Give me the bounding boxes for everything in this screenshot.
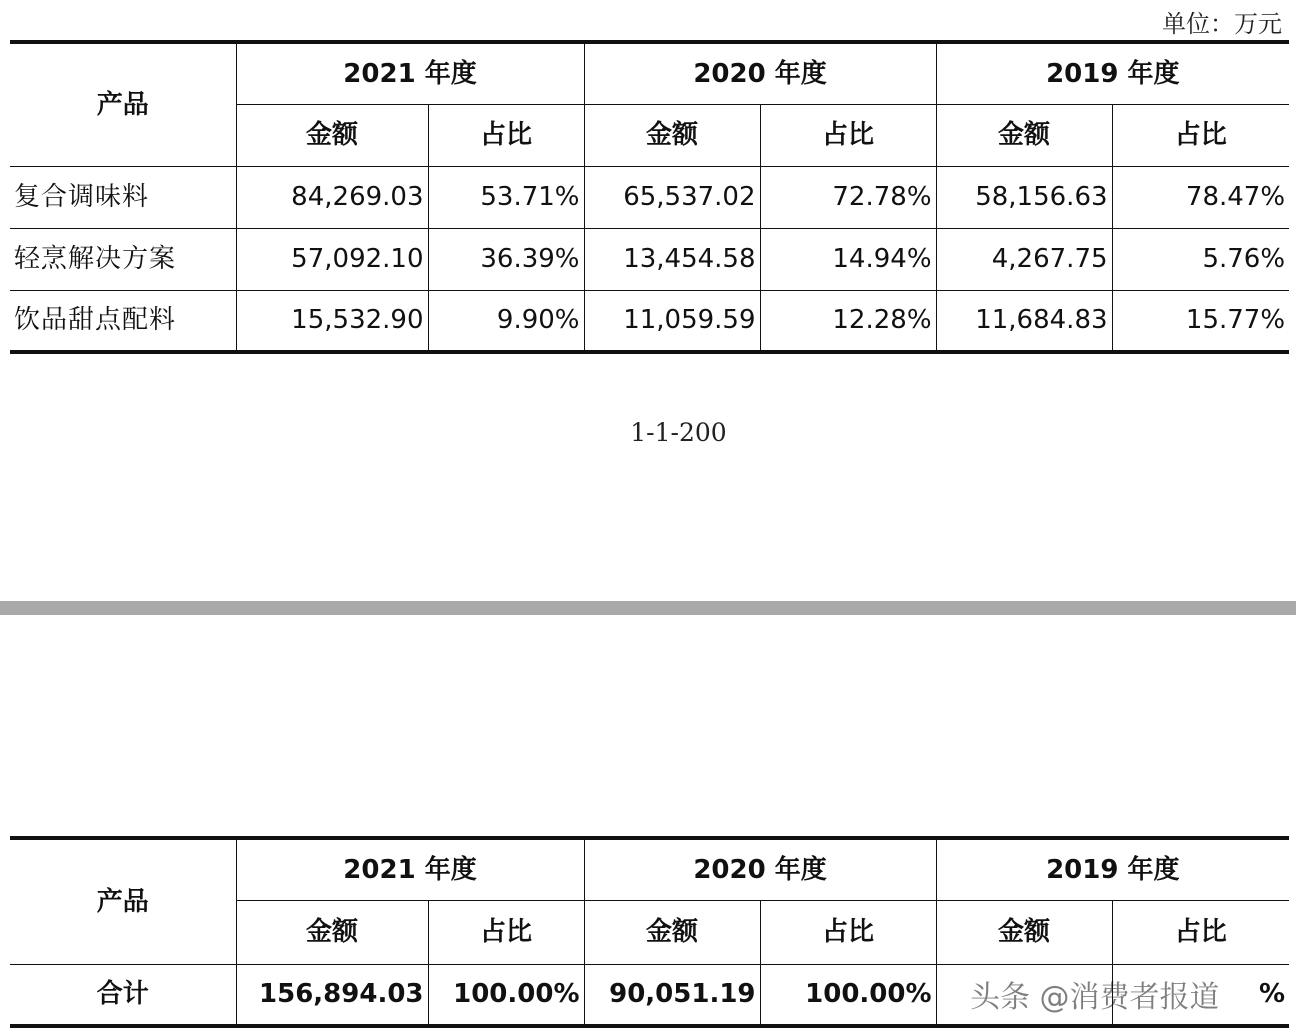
amount-header: 金额 bbox=[584, 900, 760, 964]
year-header-2021: 2021 年度 bbox=[236, 42, 584, 104]
product-name: 饮品甜点配料 bbox=[10, 290, 236, 352]
amount-2020: 65,537.02 bbox=[584, 166, 760, 228]
share-header: 占比 bbox=[760, 104, 936, 166]
amount-header: 金额 bbox=[936, 104, 1112, 166]
amount-2020: 11,059.59 bbox=[584, 290, 760, 352]
total-amount-2020: 90,051.19 bbox=[584, 964, 760, 1026]
share-2020: 12.28% bbox=[760, 290, 936, 352]
amount-2021: 57,092.10 bbox=[236, 228, 428, 290]
total-share-2019: % bbox=[1112, 964, 1289, 1026]
table-row bbox=[10, 166, 1289, 228]
total-share-2020: 100.00% bbox=[760, 964, 936, 1026]
year-header-2020: 2020 年度 bbox=[584, 838, 936, 900]
amount-header: 金额 bbox=[936, 900, 1112, 964]
share-2020: 72.78% bbox=[760, 166, 936, 228]
year-header-2019: 2019 年度 bbox=[936, 838, 1289, 900]
amount-header: 金额 bbox=[236, 104, 428, 166]
year-header-2020: 2020 年度 bbox=[584, 42, 936, 104]
amount-2021: 84,269.03 bbox=[236, 166, 428, 228]
year-header-2021: 2021 年度 bbox=[236, 838, 584, 900]
share-2021: 53.71% bbox=[428, 166, 584, 228]
amount-2019: 11,684.83 bbox=[936, 290, 1112, 352]
total-amount-2021: 156,894.03 bbox=[236, 964, 428, 1026]
page-divider bbox=[0, 601, 1296, 615]
year-header-2019: 2019 年度 bbox=[936, 42, 1289, 104]
share-2019: 15.77% bbox=[1112, 290, 1289, 352]
share-2019: 5.76% bbox=[1112, 228, 1289, 290]
share-header: 占比 bbox=[1112, 104, 1289, 166]
amount-2019: 4,267.75 bbox=[936, 228, 1112, 290]
table-row bbox=[10, 290, 1289, 352]
table-row bbox=[10, 228, 1289, 290]
share-2019: 78.47% bbox=[1112, 166, 1289, 228]
product-name: 复合调味料 bbox=[10, 166, 236, 228]
share-header: 占比 bbox=[760, 900, 936, 964]
total-share-2021: 100.00% bbox=[428, 964, 584, 1026]
watermark: 头条 @消费者报道 bbox=[970, 980, 1220, 1015]
share-header: 占比 bbox=[428, 900, 584, 964]
share-2021: 9.90% bbox=[428, 290, 584, 352]
amount-header: 金额 bbox=[236, 900, 428, 964]
unit-label: 单位：万元 bbox=[1162, 10, 1282, 38]
product-revenue-table bbox=[10, 40, 1289, 354]
amount-header: 金额 bbox=[584, 104, 760, 166]
share-header: 占比 bbox=[1112, 900, 1289, 964]
product-header: 产品 bbox=[10, 838, 236, 964]
amount-2019: 58,156.63 bbox=[936, 166, 1112, 228]
amount-2021: 15,532.90 bbox=[236, 290, 428, 352]
share-2021: 36.39% bbox=[428, 228, 584, 290]
amount-2020: 13,454.58 bbox=[584, 228, 760, 290]
page-number: 1-1-200 bbox=[630, 418, 727, 447]
share-header: 占比 bbox=[428, 104, 584, 166]
product-header: 产品 bbox=[10, 42, 236, 166]
total-label: 合计 bbox=[10, 964, 236, 1026]
product-name: 轻烹解决方案 bbox=[10, 228, 236, 290]
share-2020: 14.94% bbox=[760, 228, 936, 290]
